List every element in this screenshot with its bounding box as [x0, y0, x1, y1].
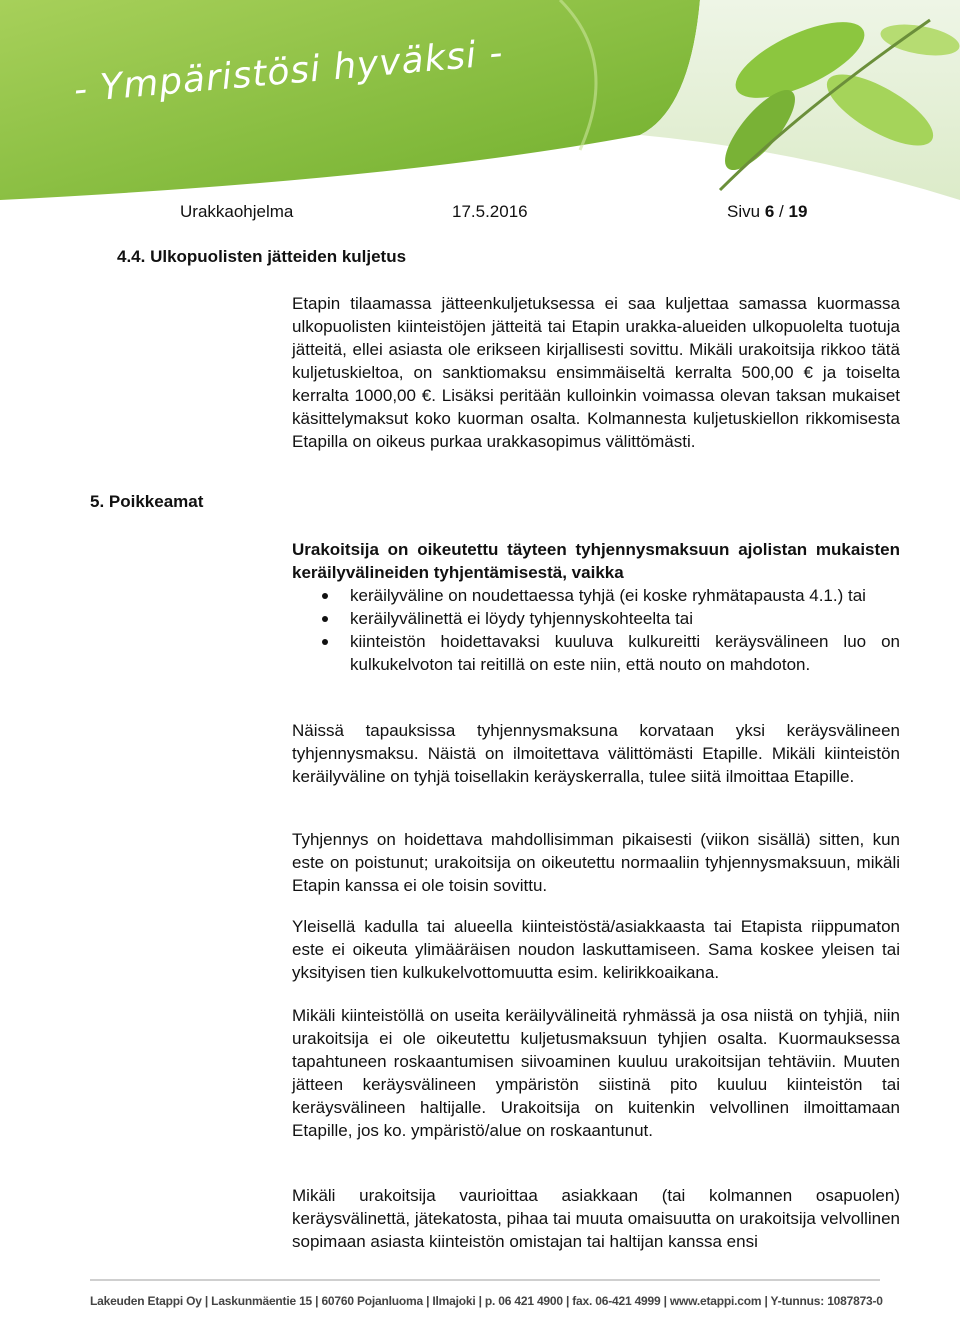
- bullet-text: kiinteistön hoidettavaksi kuuluva kulkureitti keräysvälineen luo on kulkukelvoton tai reitillä on este niin, että nouto on mahdoton.: [350, 632, 900, 674]
- bullet-icon: [322, 593, 328, 599]
- paragraph: Etapin tilaamassa jätteenkuljetuksessa ei saa kuljettaa samassa kuormassa ulkopuolisten kiinteistöjen jätteitä tai Etapin urakka-alueiden ulkopuolelta tuotuja jätteitä, ellei asiasta ole erikseen kirjallisesti sovittu. Mikäli urakoitsija rikkoo tätä kuljetuskieltoa, on sanktiomaksu ensimmäiseltä kerralta 500,00 € ja toiselta kerralta 1000,00 €. Lisäksi peritään kulloinkin voimassa olevan taksan mukaiset käsittelymaksut koko kuorman osalta. Kolmannesta kuljetuskiellon rikkomisesta Etapilla on oikeus purkaa urakkasopimus välittömästi.: [292, 294, 900, 451]
- section-heading-5: 5. Poikkeamat: [90, 492, 204, 511]
- bullet-icon: [322, 639, 328, 645]
- paragraph: Yleisellä kadulla tai alueella kiinteistöstä/asiakkaasta tai Etapista riippumaton este ei oikeuta ylimääräisen noudon laskuttamiseen. Sama koskee yleisen tai yksityisen tien kulkukelvottomuutta esim. kelirikkoaikana.: [292, 917, 900, 982]
- paragraph-4: [292, 1004, 900, 1142]
- document-date: 17.5.2016: [452, 202, 528, 221]
- bullet-text: keräilyvälinettä ei löydy tyhjennyskohteelta tai: [350, 609, 694, 628]
- footer-contact: Lakeuden Etappi Oy | Laskunmäentie 15 | 60760 Pojanluoma | Ilmajoki | p. 06 421 4900 | fax. 06-421 4999 | www.etappi.com | Y-tunnus: 1087873-0: [90, 1294, 883, 1308]
- paragraph-2: [292, 828, 900, 897]
- document-title: Urakkaohjelma: [180, 202, 294, 221]
- list-item: [292, 584, 900, 607]
- bullet-list: [292, 584, 900, 676]
- page-number: [727, 202, 807, 222]
- section-heading-4-4: 4.4. Ulkopuolisten jätteiden kuljetus: [117, 247, 407, 266]
- bullet-text: keräilyväline on noudettaessa tyhjä (ei koske ryhmätapausta 4.1.) tai: [350, 586, 866, 605]
- paragraph: Mikäli urakoitsija vaurioittaa asiakkaan (tai kolmannen osapuolen) keräysvälinettä, jätekatosta, pihaa tai muuta omaisuutta on urakoitsija velvollinen sopimaan asiasta kiinteistön omistajan tai haltijan kanssa ensi: [292, 1186, 900, 1251]
- paragraph-3: [292, 915, 900, 984]
- footer-divider: [90, 1279, 880, 1281]
- header-banner: [0, 0, 960, 200]
- list-item: [292, 630, 900, 676]
- slogan: - Ympäristösi hyväksi -: [72, 32, 505, 111]
- page-prefix: Sivu: [727, 202, 761, 221]
- paragraph-1: [292, 719, 900, 788]
- paragraph: Näissä tapauksissa tyhjennysmaksuna korvataan yksi keräysvälineen tyhjennysmaksu. Näistä on ilmoitettava välittömästi Etapille. Mikäli kiinteistön keräilyväline on tyhjä toisellakin keräyskerralla, tulee siitä ilmoittaa Etapille.: [292, 721, 900, 786]
- page-current: 6: [764, 202, 775, 221]
- page-separator: /: [779, 202, 784, 221]
- page-total: 19: [788, 202, 808, 221]
- paragraph-5: [292, 1184, 900, 1253]
- section-5-body: [292, 538, 900, 676]
- paragraph: Tyhjennys on hoidettava mahdollisimman pikaisesti (viikon sisällä) sitten, kun este on poistunut; urakoitsija on oikeutettu normaaliin tyhjennysmaksuun, mikäli Etapin kanssa ei ole toisin sovittu.: [292, 830, 900, 895]
- bullet-icon: [322, 616, 328, 622]
- paragraph: Mikäli kiinteistöllä on useita keräilyvälineitä ryhmässä ja osa niistä on tyhjiä, niin urakoitsija ei ole oikeutettu kuljetusmaksuun tyhjien osalta. Kuormauksessa tapahtuneen roskaantumisen siivoaminen kuuluu urakoitsijan tehtäviin. Muuten jätteen keräysvälineen ympäristön siistinä pito kuuluu kiinteistön tai keräysvälineen haltijalle. Urakoitsija on kuitenkin velvollinen ilmoittamaan Etapille, jos ko. ympäristö/alue on roskaantunut.: [292, 1006, 900, 1140]
- list-item: [292, 607, 900, 630]
- intro-bold: Urakoitsija on oikeutettu täyteen tyhjennysmaksuun ajolistan mukaisten keräilyvälineiden tyhjentämisestä, vaikka: [292, 540, 900, 582]
- section-4-4-body: [292, 292, 900, 453]
